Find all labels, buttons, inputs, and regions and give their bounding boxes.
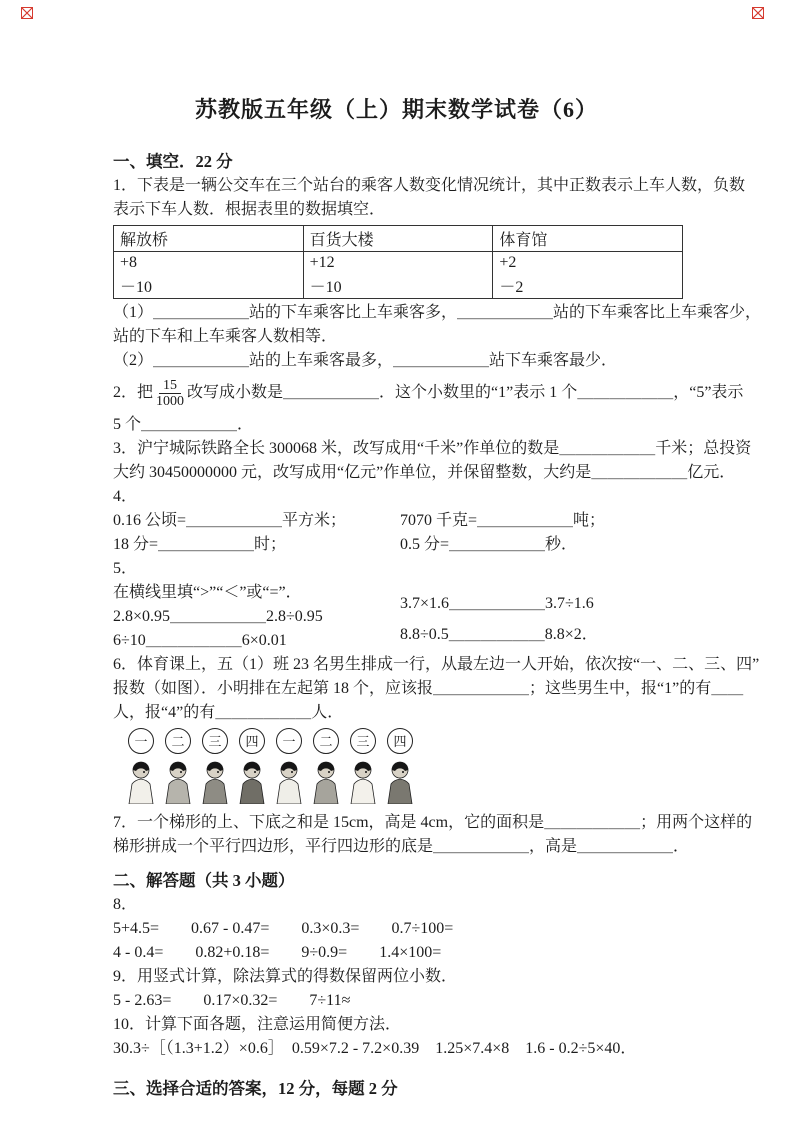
boy-shirt	[351, 779, 375, 804]
table-header-row	[114, 226, 683, 252]
question-8-row2: 4 - 0.4= 0.82+0.18= 9÷0.9= 1.4×100=	[113, 944, 442, 961]
question-7-line1: 7．一个梯形的上、下底之和是 15cm，高是 4cm，它的面积是＿＿＿＿＿＿；用两个这样的	[113, 814, 753, 831]
count-circle-label: 一	[134, 734, 148, 749]
table-header-cell: 体育馆	[493, 226, 683, 252]
fraction-denominator: 1000	[156, 393, 185, 409]
count-circle-label: 一	[282, 734, 296, 749]
question-4-row1	[113, 509, 689, 533]
table-cell: －10	[114, 273, 304, 299]
fraction-numerator: 15	[159, 378, 181, 394]
boy-figure	[166, 729, 191, 805]
count-circle-label: 三	[208, 734, 222, 749]
question-5-block	[113, 581, 689, 653]
question-5-right-column	[400, 592, 598, 647]
unit-conversion-item: 7070 千克=＿＿＿＿＿＿吨；	[400, 512, 606, 529]
section-1-heading: 一、填空．22 分	[113, 152, 233, 171]
boy-figure	[351, 729, 376, 805]
section-2-heading: 二、解答题（共 3 小题）	[113, 871, 295, 890]
broken-image-icon	[21, 7, 33, 19]
question-6-line2: 报数（如图）．小明排在左起第 18 个，应该报＿＿＿＿＿＿；这些男生中，报“1”的有＿＿	[113, 680, 744, 697]
question-10-label: 10．计算下面各题，注意运用简便方法．	[113, 1016, 402, 1033]
comparison-item: 2.8×0.95＿＿＿＿＿＿2.8÷0.95	[113, 608, 323, 625]
broken-image-icon	[752, 7, 764, 19]
table-cell: +8	[114, 252, 304, 274]
question-1-sub1-line1: （1）＿＿＿＿＿＿站的下车乘客比上车乘客多，＿＿＿＿＿＿站的下车乘客比上车乘客少，	[113, 304, 762, 321]
table-header-cell: 百货大楼	[303, 226, 493, 252]
count-circle-label: 四	[393, 734, 407, 749]
question-9-row: 5 - 2.63= 0.17×0.32= 7÷11≈	[113, 992, 351, 1009]
table-cell: +12	[303, 252, 493, 274]
unit-conversion-item: 0.5 分=＿＿＿＿＿＿秒．	[400, 536, 578, 553]
question-9-label: 9．用竖式计算，除法算式的得数保留两位小数．	[113, 968, 458, 985]
question-1-sub1-line2: 站的下车和上车乘客人数相等．	[113, 328, 338, 345]
boy-figure	[129, 729, 154, 805]
unit-conversion-item: 18 分=＿＿＿＿＿＿时；	[113, 536, 287, 553]
comparison-item: 8.8÷0.5＿＿＿＿＿＿8.8×2．	[400, 626, 598, 643]
passenger-table	[113, 225, 683, 299]
question-2-post: 改写成小数是＿＿＿＿＿＿．这个小数里的“1”表示 1 个＿＿＿＿＿＿，“5”表示	[187, 384, 744, 401]
question-4-row2	[113, 533, 689, 557]
question-5-label: 5．	[113, 560, 138, 577]
counting-boys-illustration	[125, 728, 425, 804]
boy-figure	[240, 729, 265, 805]
boy-shirt	[203, 779, 227, 804]
table-header-cell: 解放桥	[114, 226, 304, 252]
question-7-line2: 梯形拼成一个平行四边形，平行四边形的底是＿＿＿＿＿＿，高是＿＿＿＿＿＿．	[113, 838, 690, 855]
boy-shirt	[314, 779, 338, 804]
fraction-15-over-1000	[156, 378, 184, 409]
question-1-sub2: （2）＿＿＿＿＿＿站的上车乘客最多，＿＿＿＿＿＿站下车乘客最少．	[113, 352, 618, 369]
question-8-label: 8．	[113, 896, 138, 913]
table-cell: +2	[493, 252, 683, 274]
question-2-pre: 2．把	[113, 384, 154, 401]
boy-figure	[203, 729, 228, 805]
boy-shirt	[277, 779, 301, 804]
question-1-line2: 表示下车人数．根据表里的数据填空．	[113, 201, 386, 218]
boy-shirt	[129, 779, 153, 804]
question-1-line1: 1．下表是一辆公交车在三个站台的乘客人数变化情况统计，其中正数表示上车人数，负数	[113, 177, 746, 194]
count-circle-label: 三	[356, 734, 370, 749]
comparison-item: 3.7×1.6＿＿＿＿＿＿3.7÷1.6	[400, 595, 594, 612]
question-10-row: 30.3÷［（1.3+1.2）×0.6］ 0.59×7.2 - 7.2×0.39 1.25×7.4×8 1.6 - 0.2÷5×40．	[113, 1040, 637, 1057]
question-3-line2: 大约 30450000000 元，改写成用“亿元”作单位，并保留整数，大约是＿＿＿＿＿＿亿元．	[113, 464, 736, 481]
question-8-row1: 5+4.5= 0.67 - 0.47= 0.3×0.3= 0.7÷100=	[113, 920, 454, 937]
section-3-heading: 三、选择合适的答案，12 分，每题 2 分	[113, 1079, 398, 1098]
boy-shirt	[166, 779, 190, 804]
table-cell: －2	[493, 273, 683, 299]
question-3-line1: 3．沪宁城际铁路全长 300068 米，改写成用“千米”作单位的数是＿＿＿＿＿＿千米；总投资	[113, 440, 752, 457]
comparison-item: 6÷10＿＿＿＿＿＿6×0.01	[113, 632, 287, 649]
question-4-label: 4．	[113, 488, 138, 505]
table-cell: －10	[303, 273, 493, 299]
question-2-line1	[113, 373, 744, 413]
table-row	[114, 273, 683, 299]
question-6-line3: 人，报“4”的有＿＿＿＿＿＿人．	[113, 704, 344, 721]
count-circle-label: 四	[245, 734, 259, 749]
table-row	[114, 252, 683, 274]
document-body	[113, 150, 762, 1101]
boy-figure	[314, 729, 339, 805]
count-circle-label: 二	[319, 734, 333, 749]
boy-figure	[388, 729, 413, 805]
question-6-line1: 6．体育课上，五（1）班 23 名男生排成一行，从最左边一人开始，依次按“一、二、三、四”	[113, 656, 760, 673]
page-title: 苏教版五年级（上）期末数学试卷（6）	[194, 97, 598, 122]
boy-figure	[277, 729, 302, 805]
boy-shirt	[240, 779, 264, 804]
unit-conversion-item: 0.16 公顷=＿＿＿＿＿＿平方米；	[113, 512, 347, 529]
question-2-line2: 5 个＿＿＿＿＿＿．	[113, 416, 254, 433]
question-5-note: 在横线里填“>”“＜”或“=”．	[113, 584, 302, 601]
count-circle-label: 二	[171, 734, 185, 749]
boy-shirt	[388, 779, 412, 804]
